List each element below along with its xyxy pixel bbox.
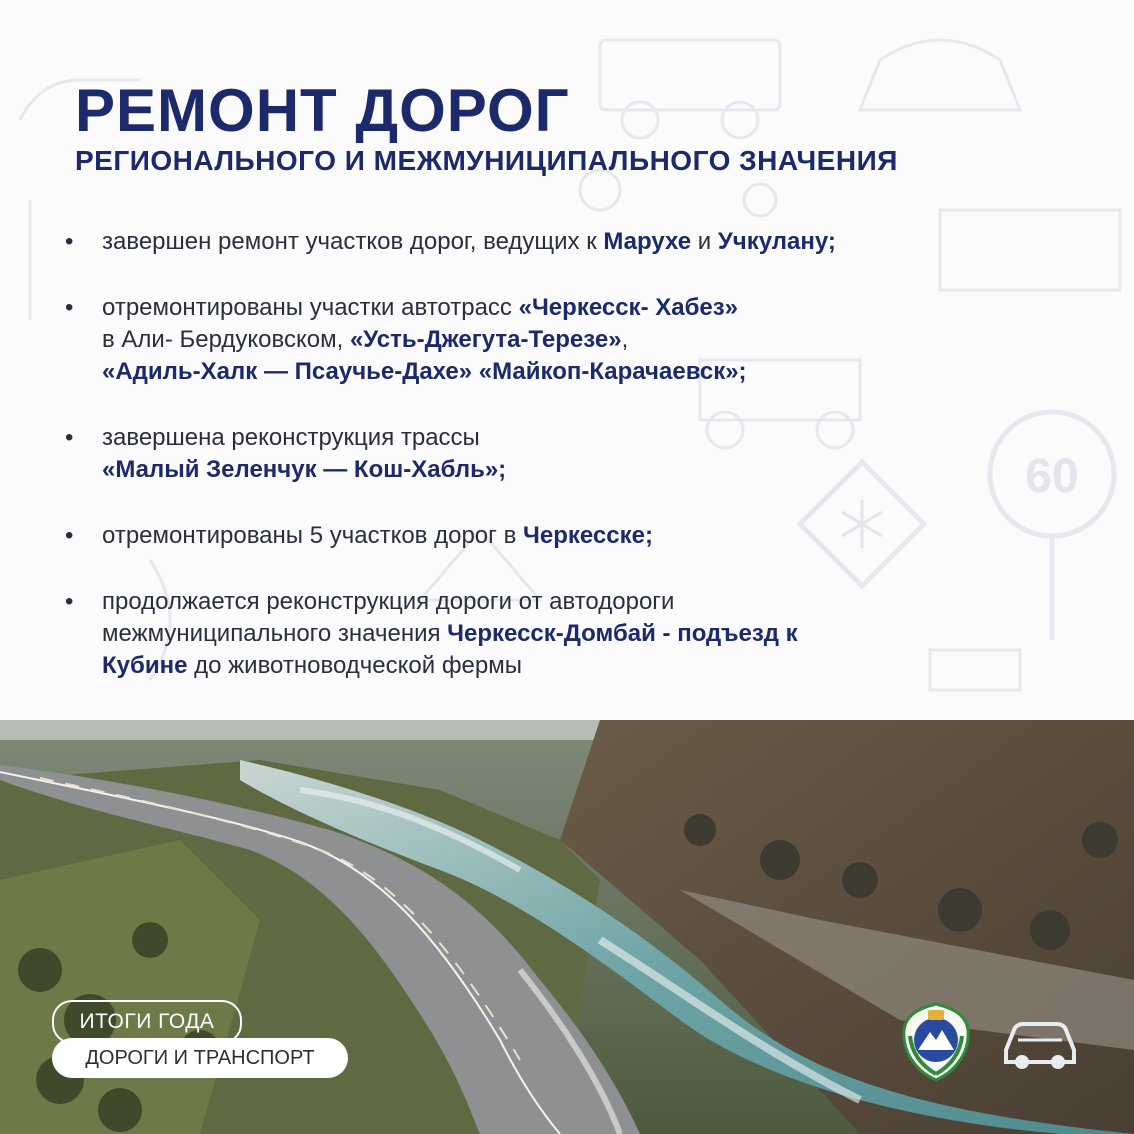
highlighted-place-name: Кубине — [102, 652, 188, 679]
bullet-text: продолжается реконструкция дороги от автодороги — [102, 588, 675, 615]
bullet-item — [62, 292, 1102, 388]
bullet-line — [102, 226, 1102, 258]
bullet-line — [102, 292, 1102, 324]
bullet-text: межмуниципального значения — [102, 620, 448, 647]
bullet-item — [62, 422, 1102, 486]
bullet-text: отремонтированы участки автотрасс — [102, 294, 519, 321]
roads-transport-badge: ДОРОГИ И ТРАНСПОРТ — [52, 1038, 348, 1078]
bullet-line — [102, 356, 1102, 388]
car-icon — [998, 1010, 1082, 1074]
highlighted-place-name: «Малый Зеленчук — Кош-Хабль»; — [102, 456, 507, 483]
page-subtitle: РЕГИОНАЛЬНОГО И МЕЖМУНИЦИПАЛЬНОГО ЗНАЧЕНИЯ — [75, 145, 898, 176]
highlighted-place-name: Черкесске; — [522, 522, 653, 549]
bullet-line — [102, 422, 1102, 454]
page-title: РЕМОНТ ДОРОГ — [75, 77, 570, 144]
bullet-dot: • — [65, 522, 74, 549]
highlighted-place-name: Марухе — [603, 228, 692, 255]
bullet-text: завершен ремонт участков дорог, ведущих к — [102, 228, 604, 255]
bullet-dot: • — [65, 294, 74, 321]
highlighted-place-name: Учкулану; — [717, 228, 836, 255]
bullet-line — [102, 520, 1102, 552]
bullet-item — [62, 520, 1102, 552]
bullet-dot: • — [65, 228, 74, 255]
year-summary-badge: ИТОГИ ГОДА — [52, 1000, 242, 1044]
bullet-text: завершена реконструкция трассы — [102, 424, 480, 451]
bullet-list — [62, 226, 1102, 716]
bullet-line — [102, 454, 1102, 486]
bullet-text: отремонтированы 5 участков дорог в — [102, 522, 523, 549]
bullet-line — [102, 618, 1102, 650]
highlighted-place-name: «Усть-Джегута-Терезе» — [349, 326, 622, 353]
regional-emblem-icon — [900, 1002, 972, 1082]
highlighted-place-name: Черкесск-Домбай - подъезд к — [447, 620, 798, 647]
bullet-item — [62, 226, 1102, 258]
bullet-line — [102, 324, 1102, 356]
bullet-dot: • — [65, 588, 74, 615]
bullet-item — [62, 586, 1102, 682]
speed-sign-value: 60 — [1025, 450, 1079, 503]
bullet-text: , — [621, 326, 629, 353]
bullet-text: и — [691, 228, 718, 255]
bullet-line — [102, 650, 1102, 682]
bullet-line — [102, 586, 1102, 618]
bullet-text: в Али- Бердуковском, — [102, 326, 350, 353]
highlighted-place-name: «Адиль-Халк — Псаучье-Дахе» «Майкоп-Карачаевск»; — [102, 358, 747, 385]
bullet-text: до животноводческой фермы — [187, 652, 523, 679]
highlighted-place-name: «Черкесск- Хабез» — [518, 294, 739, 321]
bullet-dot: • — [65, 424, 74, 451]
